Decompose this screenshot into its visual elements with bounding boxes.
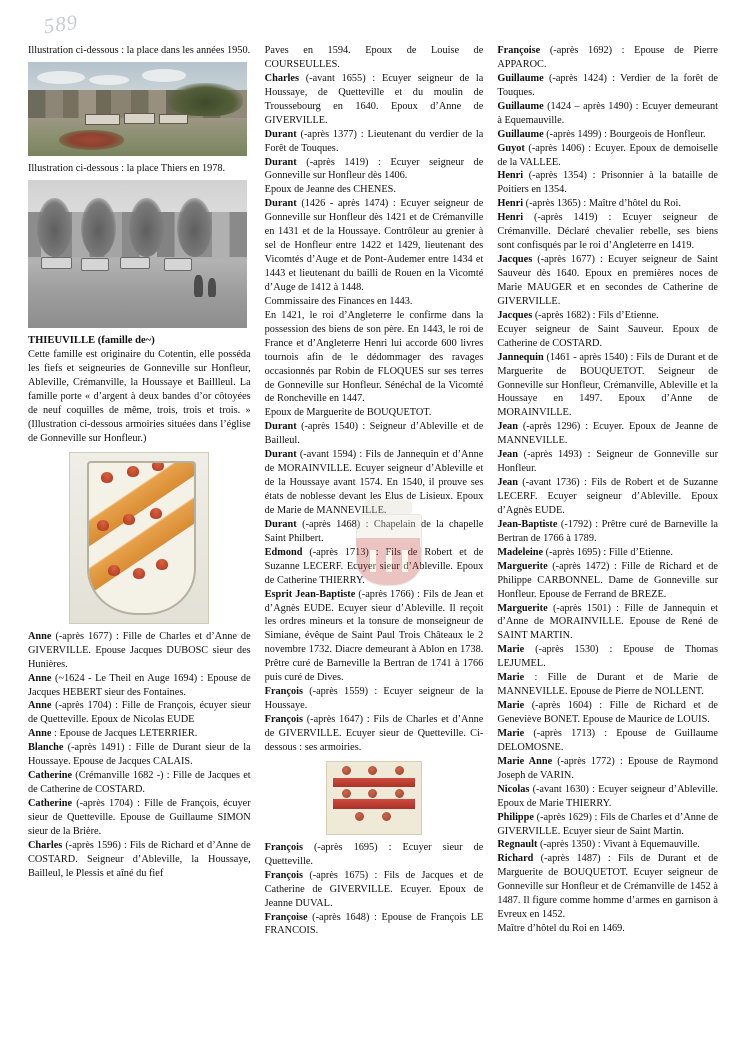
person-details: (~1624 - Le Theil en Auge 1694) : Epouse de Jacques HEBERT sieur des Fontaines. bbox=[28, 672, 251, 698]
photo-1-caption: Illustration ci-dessous : la place dans les années 1950. bbox=[28, 45, 251, 56]
person-name: Anne bbox=[28, 728, 52, 740]
francois-coat-of-arms bbox=[326, 761, 422, 835]
scallop-shell bbox=[108, 565, 120, 576]
person-entry bbox=[497, 142, 718, 170]
person-name: Françoise bbox=[264, 911, 308, 923]
person-entry bbox=[497, 309, 718, 323]
heraldic-roundel bbox=[368, 789, 377, 798]
person-entry bbox=[497, 253, 718, 309]
person-details: (-après 1629) : Fils de Charles et d’Anne de GIVERVILLE. Ecuyer sieur de Saint Martin. bbox=[497, 811, 719, 837]
person-entry bbox=[497, 476, 718, 518]
person-details: Maître d’hôtel du Roi en 1469. bbox=[497, 923, 625, 935]
person-name: Jacques bbox=[497, 254, 533, 266]
person-entry bbox=[265, 911, 484, 939]
person-name: Catherine bbox=[28, 770, 73, 782]
person-details: En 1421, le roi d’Angleterre le confirme dans la possession des biens de son père. En 1443, le roi de France et d’Angleterre Henri lui accorde 600 livres tournois afin de le dédommager des ravages occasionnés par Robin de FLOQUES sur ses terres de Gonneville sur Honfleur. Sénéchal de la Vicomté de Roncheville en 1447. bbox=[264, 309, 484, 405]
person-details: (-après 1350) : Vivant à Equemauville. bbox=[539, 839, 700, 851]
person-entry bbox=[265, 448, 484, 518]
person-name: François bbox=[264, 841, 303, 853]
person-details: (-après 1675) : Fils de Jacques et de Catherine de GIVERVILLE. Ecuyer. Epoux de Jeanne DUVAL. bbox=[264, 869, 484, 909]
person-details: (-après 1772) : Epouse de Raymond Joseph de VARIN. bbox=[497, 755, 718, 781]
photo-1-bus bbox=[85, 114, 120, 125]
heraldic-roundel bbox=[342, 766, 351, 775]
person-details: (-après 1766) : Fils de Jean et d’Agnès EUDE. Ecuyer sieur d’Ableville. Il reçoit les ordres mineurs et la tonsure de monseigneur de Simiane, évêque de Saint Paul Trois Châteaux le 2 novembre 1732. Diacre demeurant à Ablon en 1738. Prêtre curé de Barneville la Bertran de 1741 à 1766 puis curé de Dives. bbox=[264, 588, 484, 684]
person-name: Guillaume bbox=[497, 100, 544, 112]
person-name: Jean-Baptiste bbox=[497, 518, 558, 530]
person-details: (-après 1677) : Ecuyer seigneur de Saint Sauveur dès 1640. Epoux en premières noces de Marie MAUGER et en secondes de Catherine de GIVERVILLE. bbox=[497, 254, 718, 307]
person-entry bbox=[497, 811, 718, 839]
person-entry bbox=[265, 518, 484, 546]
person-name: Charles bbox=[28, 839, 63, 851]
person-entry bbox=[497, 922, 718, 936]
person-details: Epoux de Jeanne des CHENES. bbox=[264, 184, 396, 196]
person-entry bbox=[497, 197, 718, 211]
photo-2-car bbox=[164, 258, 192, 270]
person-details: (-après 1493) : Seigneur de Gonneville sur Honfleur. bbox=[497, 449, 719, 475]
person-name: Charles bbox=[264, 72, 299, 84]
place-thiers-1978-photo bbox=[28, 180, 247, 328]
person-details: (-après 1501) : Fille de Jannequin et d’Anne de MORAINVILLE. Epouse de René de SAINT MARTIN. bbox=[497, 602, 718, 642]
person-details: (-1792) : Prêtre curé de Barneville la Bertran de 1766 à 1789. bbox=[497, 518, 719, 544]
photo-2-caption: Illustration ci-dessous : la place Thiers en 1978. bbox=[28, 162, 226, 174]
person-name: Durant bbox=[264, 518, 297, 530]
left-column bbox=[28, 44, 251, 1009]
person-entry bbox=[497, 852, 718, 922]
person-entry bbox=[497, 783, 718, 811]
shield-shape bbox=[87, 461, 196, 615]
person-entry bbox=[497, 72, 718, 100]
person-details: (-après 1419) : Ecuyer seigneur de Crémanville. Déclaré chevalier rebelle, ses biens sont confisqués par le roi d’Angleterre en 1419. bbox=[497, 212, 718, 252]
page-number-handwritten: 589 bbox=[42, 9, 80, 39]
person-details: (-après 1468) : Chapelain de la chapelle Saint Philbert. bbox=[264, 518, 484, 544]
person-name: Guyot bbox=[497, 142, 525, 154]
person-entry bbox=[497, 518, 718, 546]
person-details: (-après 1647) : Fils de Charles et d’Anne de GIVERVILLE. Ecuyer sieur de Quetteville. Ci-dessous : ses armoiries. bbox=[264, 714, 484, 753]
family-heading: THIEUVILLE (famille de~) bbox=[28, 334, 155, 346]
person-entry bbox=[497, 44, 718, 72]
person-name: Durant bbox=[264, 449, 297, 461]
person-entry bbox=[28, 839, 251, 881]
person-entry bbox=[497, 323, 718, 351]
person-name: Nicolas bbox=[497, 783, 530, 795]
person-details: (-après 1559) : Ecuyer seigneur de la Houssaye. bbox=[264, 686, 484, 712]
person-name: Anne bbox=[28, 700, 52, 712]
person-entry bbox=[265, 588, 484, 686]
person-details: (-après 1604) : Fille de Richard et de Geneviève BONET. Epouse de Maurice de LOUIS. bbox=[497, 700, 718, 725]
person-details: Epoux de Marguerite de BOUQUETOT. bbox=[264, 407, 432, 419]
person-entry bbox=[497, 602, 718, 644]
person-entry bbox=[265, 197, 484, 295]
person-name: Durant bbox=[264, 198, 297, 210]
scallop-shell bbox=[97, 520, 109, 531]
person-name: Durant bbox=[264, 156, 297, 168]
person-entry bbox=[265, 183, 484, 197]
person-entry bbox=[265, 128, 484, 156]
middle-column bbox=[265, 44, 484, 1009]
person-details: (-après 1695) : Ecuyer sieur de Quetteville. bbox=[264, 841, 484, 867]
person-details: (-après 1472) : Fille de Richard et de Philippe CARBONNEL. Dame de Gonneville sur Honfleur. Epouse de Ferrand de BREZE. bbox=[497, 560, 718, 600]
person-entry bbox=[497, 643, 718, 671]
person-details: (-après 1692) : Epouse de Pierre APPAROC. bbox=[497, 45, 718, 70]
person-name: Marie bbox=[497, 727, 525, 739]
person-name: Françoise bbox=[497, 45, 541, 56]
photo-2-car bbox=[81, 258, 109, 270]
person-name: Jean bbox=[497, 449, 518, 461]
photo-2-tree bbox=[81, 198, 116, 257]
person-details: (-après 1704) : Fille de François, écuyer sieur de Quetteville. Epouse de Guillaume SIMON sieur de la Brière. bbox=[28, 798, 251, 837]
person-entry bbox=[265, 156, 484, 184]
person-name: François bbox=[264, 686, 303, 698]
photo-2-pedestrian bbox=[194, 275, 203, 297]
person-details: (-après 1704) : Fille de François, écuyer sieur de Quetteville. Epoux de Nicolas EUDE bbox=[28, 700, 251, 726]
person-entry bbox=[28, 797, 251, 839]
heraldic-bar bbox=[333, 799, 416, 808]
person-name: François bbox=[264, 714, 303, 725]
scallop-shell bbox=[152, 461, 164, 471]
person-name: Blanche bbox=[28, 742, 64, 754]
heraldic-roundel bbox=[382, 812, 391, 821]
person-name: Edmond bbox=[264, 546, 303, 558]
person-entry bbox=[497, 420, 718, 448]
scallop-shell bbox=[127, 466, 139, 477]
person-entry bbox=[497, 128, 718, 142]
person-entry bbox=[265, 309, 484, 407]
person-details: (-après 1487) : Fils de Durant et de Marguerite de BOUQUETOT. Ecuyer seigneur de Gonneville sur Honfleur et de Crémanville de 1452 à 1487. Il figure comme homme d’armes en garnison à Evreux en 1452. bbox=[497, 853, 718, 921]
person-name: Catherine bbox=[28, 798, 73, 810]
person-details: (-après 1682) : Fils d’Etienne. bbox=[534, 309, 659, 321]
person-entry bbox=[497, 755, 718, 783]
scallop-shell bbox=[123, 514, 135, 525]
person-details: (-après 1713) : Fils de Robert et de Suzanne LECERF. Ecuyer sieur d’Ableville. Epoux de Catherine THIERRY. bbox=[264, 546, 484, 586]
person-entry bbox=[497, 351, 718, 421]
person-details: (-après 1540) : Seigneur d’Ableville et de Bailleul. bbox=[264, 421, 484, 447]
person-entry bbox=[28, 630, 251, 672]
person-entry bbox=[497, 699, 718, 727]
person-name: Marie bbox=[497, 644, 525, 656]
person-details: (1424 – après 1490) : Ecuyer demeurant à Equemauville. bbox=[497, 100, 718, 126]
heraldic-bar bbox=[333, 778, 416, 787]
person-name: Marguerite bbox=[497, 602, 548, 614]
three-column-text-body bbox=[28, 44, 718, 1009]
person-name: Guillaume bbox=[497, 72, 544, 84]
person-name: Jean bbox=[497, 421, 518, 433]
photo-1-tree-mass bbox=[168, 83, 242, 117]
person-entry bbox=[28, 769, 251, 797]
person-entry bbox=[265, 841, 484, 869]
scallop-shell bbox=[156, 559, 168, 570]
person-name: Marie Anne bbox=[497, 755, 553, 767]
person-name: Jannequin bbox=[497, 351, 544, 363]
person-name: Marie bbox=[497, 672, 525, 684]
cloud-shape bbox=[142, 69, 186, 81]
person-details: (-avant 1630) : Ecuyer seigneur d’Ableville. Epoux de Marie THIERRY. bbox=[497, 783, 719, 809]
person-entry bbox=[265, 72, 484, 128]
person-name: Philippe bbox=[497, 811, 534, 823]
person-entry bbox=[497, 838, 718, 852]
photo-1-bus bbox=[159, 114, 187, 124]
person-name: Henri bbox=[497, 212, 524, 224]
person-name: Henri bbox=[497, 170, 524, 182]
person-details: (-avant 1736) : Fils de Robert et de Suzanne LECERF. Ecuyer seigneur d’Ableville. Epoux d’Agnès EUDE. bbox=[497, 477, 718, 516]
person-entry bbox=[497, 546, 718, 560]
heraldic-roundel bbox=[395, 766, 404, 775]
person-name: Durant bbox=[264, 421, 297, 433]
person-details: (-après 1424) : Verdier de la forêt de Touques. bbox=[497, 72, 718, 98]
person-details: (-après 1713) : Epouse de Guillaume DELOMOSNE. bbox=[497, 727, 718, 753]
person-entry bbox=[28, 672, 251, 700]
person-entry bbox=[497, 169, 718, 197]
person-name: Regnault bbox=[497, 839, 538, 851]
heraldic-roundel bbox=[355, 812, 364, 821]
person-details: : Epouse de Jacques LETERRIER. bbox=[54, 728, 198, 740]
person-name: Guillaume bbox=[497, 128, 544, 140]
person-name: Jean bbox=[497, 477, 518, 489]
right-column bbox=[497, 44, 718, 1009]
person-details: Ecuyer seigneur de Saint Sauveur. Epoux de Catherine de COSTARD. bbox=[497, 323, 718, 349]
photo-2-tree bbox=[37, 198, 72, 257]
person-details: (Crémanville 1682 -) : Fille de Jacques et de Catherine de COSTARD. bbox=[28, 770, 251, 796]
photo-2-car bbox=[120, 257, 150, 269]
photo-2-tree bbox=[129, 198, 164, 257]
person-name: Richard bbox=[497, 853, 534, 865]
person-details: (-après 1499) : Bourgeois de Honfleur. bbox=[546, 128, 706, 140]
person-details: (-après 1648) : Epouse de François LE FRANCOIS. bbox=[264, 911, 484, 937]
heraldic-roundel bbox=[342, 789, 351, 798]
person-entry bbox=[497, 727, 718, 755]
person-entry bbox=[497, 211, 718, 253]
person-details: Commissaire des Finances en 1443. bbox=[264, 295, 413, 307]
person-details: (-après 1695) : Fille d’Etienne. bbox=[545, 546, 673, 558]
person-entry bbox=[497, 671, 718, 699]
person-details: : Fille de Durant et de Marie de MANNEVILLE. Epouse de Pierre de NOLLENT. bbox=[497, 672, 719, 698]
person-name: Esprit Jean-Baptiste bbox=[264, 588, 356, 600]
heraldic-roundel bbox=[395, 789, 404, 798]
person-entry bbox=[28, 741, 251, 769]
person-details: (-après 1377) : Lieutenant du verdier de la Forêt de Touques. bbox=[264, 128, 484, 154]
scallop-shell bbox=[101, 472, 113, 483]
person-details: (-après 1406) : Ecuyer. Epoux de demoiselle de la VALLEE. bbox=[497, 142, 718, 168]
person-name: Madeleine bbox=[497, 546, 544, 558]
person-name: Anne bbox=[28, 672, 52, 684]
photo-2-pedestrian bbox=[208, 278, 217, 297]
person-entry bbox=[265, 869, 484, 911]
person-details: (-après 1419) : Ecuyer seigneur de Gonneville sur Honfleur dès 1406. bbox=[264, 156, 484, 182]
family-intro-text: Cette famille est originaire du Cotentin, elle posséda les fiefs et seigneuries de Gonneville sur Honfleur, Ableville, Crémanville, la Houssaye et Baillleul. La famille porte « d’argent à deux bandes d’or côtoyées de neuf coquilles de même, trois, trois et trois. » (Illustration ci-dessous armoiries situées dans l’église de Gonneville sur Honfleur.) bbox=[28, 349, 251, 444]
person-details: (-après 1596) : Fils de Richard et d’Anne de COSTARD. Seigneur d’Ableville, la Houssaye, Bailleul, le Plessis et aîné du fief bbox=[28, 839, 251, 879]
person-details: (-après 1491) : Fille de Durant sieur de la Houssaye. Epouse de Jacques CALAIS. bbox=[28, 742, 251, 768]
person-details: (-après 1354) : Prisonnier à la bataille de Poitiers en 1354. bbox=[497, 170, 718, 196]
person-name: Durant bbox=[264, 128, 297, 140]
person-details: (-avant 1655) : Ecuyer seigneur de la Houssaye, de Quetteville et du moulin de Troussebourg en 1640. Epoux d’Anne de GIVERVILLE. bbox=[264, 72, 484, 126]
person-details: (-après 1530) : Epouse de Thomas LEJUMEL. bbox=[497, 644, 718, 670]
person-name: Anne bbox=[28, 630, 52, 642]
person-details: (-après 1365) : Maître d’hôtel du Roi. bbox=[525, 198, 681, 210]
person-name: François bbox=[264, 869, 303, 881]
scallop-shell bbox=[133, 568, 145, 579]
photo-2-car bbox=[41, 257, 71, 269]
person-details: (1426 - après 1474) : Ecuyer seigneur de Gonneville sur Honfleur dès 1421 et de Crémanville en 1431 et de la Houssaye. Contrôleur au grenier à sel de Honfleur entre 1422 et 1429, lieutenant des Vicomtés d’Auge et de Pont-Audemer entre 1434 et 1443 et lieutenant du bailli de Rouen en la Vicomté d’Auge de 1412 à 1448. bbox=[264, 198, 484, 293]
person-details: (-après 1677) : Fille de Charles et d’Anne de GIVERVILLE. Epouse Jacques DUBOSC sieur des Hunières. bbox=[28, 630, 251, 670]
heraldic-roundel bbox=[368, 766, 377, 775]
person-details: (1461 - après 1540) : Fils de Durant et de Marguerite de BOUQUETOT. Seigneur de Gonneville sur Honfleur, Crémanville, Ableville et la Houssaye en 1497. Epoux d’Anne de MORAINVILLE. bbox=[497, 351, 718, 419]
person-entry bbox=[497, 448, 718, 476]
person-entry bbox=[265, 685, 484, 713]
person-entry bbox=[28, 699, 251, 727]
scallop-shell bbox=[150, 508, 162, 519]
person-entry bbox=[265, 406, 484, 420]
person-entry bbox=[265, 420, 484, 448]
thieuville-coat-of-arms-church bbox=[69, 452, 209, 624]
person-entry bbox=[497, 100, 718, 128]
continued-entry: Paves en 1594. Epoux de Louise de COURSEULLES. bbox=[264, 45, 484, 70]
place-1950-photo bbox=[28, 62, 247, 156]
person-name: Henri bbox=[497, 198, 524, 210]
person-name: Jacques bbox=[497, 309, 533, 321]
person-entry bbox=[265, 295, 484, 309]
person-entry bbox=[265, 713, 484, 755]
person-details: (-avant 1594) : Fils de Jannequin et d’Anne de MORAINVILLE. Ecuyer seigneur d’Ableville et de la Houssaye avant 1574. En 1540, il prouve ses états de noblesse devant les Elus de Lisieux. Epoux de Marie de MANNEVILLE. bbox=[264, 449, 484, 516]
person-entry bbox=[265, 546, 484, 588]
person-entry bbox=[497, 560, 718, 602]
person-entry bbox=[28, 727, 251, 741]
photo-1-bus bbox=[124, 113, 154, 124]
photo-2-tree bbox=[177, 198, 212, 257]
person-details: (-après 1296) : Ecuyer. Epoux de Jeanne de MANNEVILLE. bbox=[497, 421, 718, 447]
person-name: Marguerite bbox=[497, 560, 548, 572]
person-name: Marie bbox=[497, 700, 525, 712]
